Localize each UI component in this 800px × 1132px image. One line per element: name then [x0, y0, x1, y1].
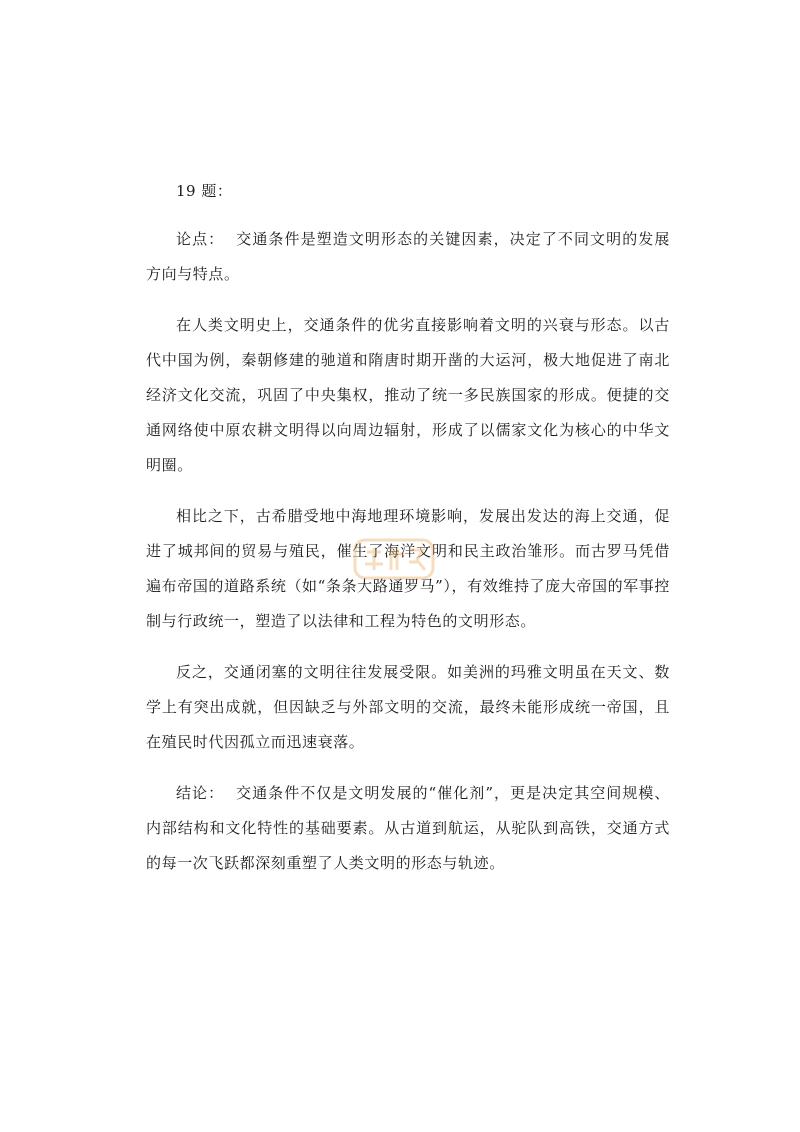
thesis-lead: 论点：	[176, 230, 225, 248]
body-paragraph-1: 在人类文明史上，交通条件的优劣直接影响着文明的兴衰与形态。以古代中国为例，秦朝修建的驰道和隋唐时期开凿的大运河，极大地促进了南北经济文化交流，巩固了中央集权，推动了统一多民族国家的形成。便捷的交通网络使中原农耕文明得以向周边辐射，形成了以儒家文化为核心的中华文明圈。	[146, 316, 670, 474]
conclusion-text: 交通条件不仅是文明发展的“催化剂”，更是决定其空间规模、内部结构和文化特性的基础要素。从古道到航运，从驼队到高铁，交通方式的每一次飞跃都深刻重塑了人类文明的形态与轨迹。	[146, 784, 670, 872]
conclusion-lead: 结论：	[176, 784, 225, 802]
thesis-paragraph	[146, 222, 670, 292]
body-paragraph-2: 相比之下，古希腊受地中海地理环境影响，发展出发达的海上交通，促进了城邦间的贸易与殖民，催生了海洋文明和民主政治雏形。而古罗马凭借遍布帝国的道路系统（如“条条大路通罗马”），有效维持了庞大帝国的军事控制与行政统一，塑造了以法律和工程为特色的文明形态。	[146, 507, 670, 630]
thesis-text: 交通条件是塑造文明形态的关键因素，决定了不同文明的发展方向与特点。	[146, 230, 670, 283]
question-number: 19 题：	[176, 182, 233, 200]
body-paragraph-3: 反之，交通闭塞的文明往往发展受限。如美洲的玛雅文明虽在天文、数学上有突出成就，但因缺乏与外部文明的交流，最终未能形成统一帝国，且在殖民时代因孤立而迅速衰落。	[146, 663, 670, 751]
conclusion-paragraph	[146, 776, 670, 881]
essay-body	[146, 180, 670, 897]
